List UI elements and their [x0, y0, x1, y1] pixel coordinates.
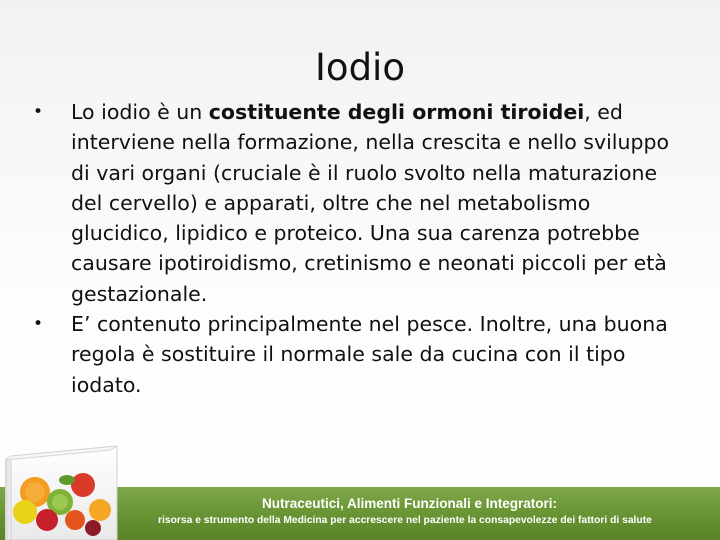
bullet-text-part: , ed interviene nella formazione, nella crescita e nello sviluppo di vari organi (cruciale è il ruolo svolto nella maturazione del cervello) e apparati, oltre che nel metabolismo glucidico, lipidico e proteico. Una sua carenza potrebbe causare ipotiroidismo, cretinismo e neonati piccoli per età gestazionale. — [71, 100, 670, 306]
footer-subtitle: risorsa e strumento della Medicina per accrescere nel paziente la consapevolezze dei fattori di salute — [158, 515, 652, 526]
footer-title: Nutraceutici, Alimenti Funzionali e Integratori: — [262, 496, 558, 511]
bullet-marker: • — [32, 102, 44, 122]
bullet-marker: • — [32, 314, 44, 335]
slide-body — [28, 97, 688, 400]
bullet-text-part: E’ contenuto principalmente nel pesce. Inoltre, una buona regola è sostituire il normale sale da cucina con il tipo iodato. — [71, 312, 668, 397]
bullet-item — [28, 97, 688, 309]
bullet-text-part: Lo iodio è un — [71, 100, 209, 124]
slide-title: Iodio — [315, 46, 405, 89]
fruit-box-image — [5, 440, 155, 540]
bullet-text-bold: costituente degli ormoni tiroidei — [208, 100, 585, 124]
bullet-item — [28, 309, 688, 400]
